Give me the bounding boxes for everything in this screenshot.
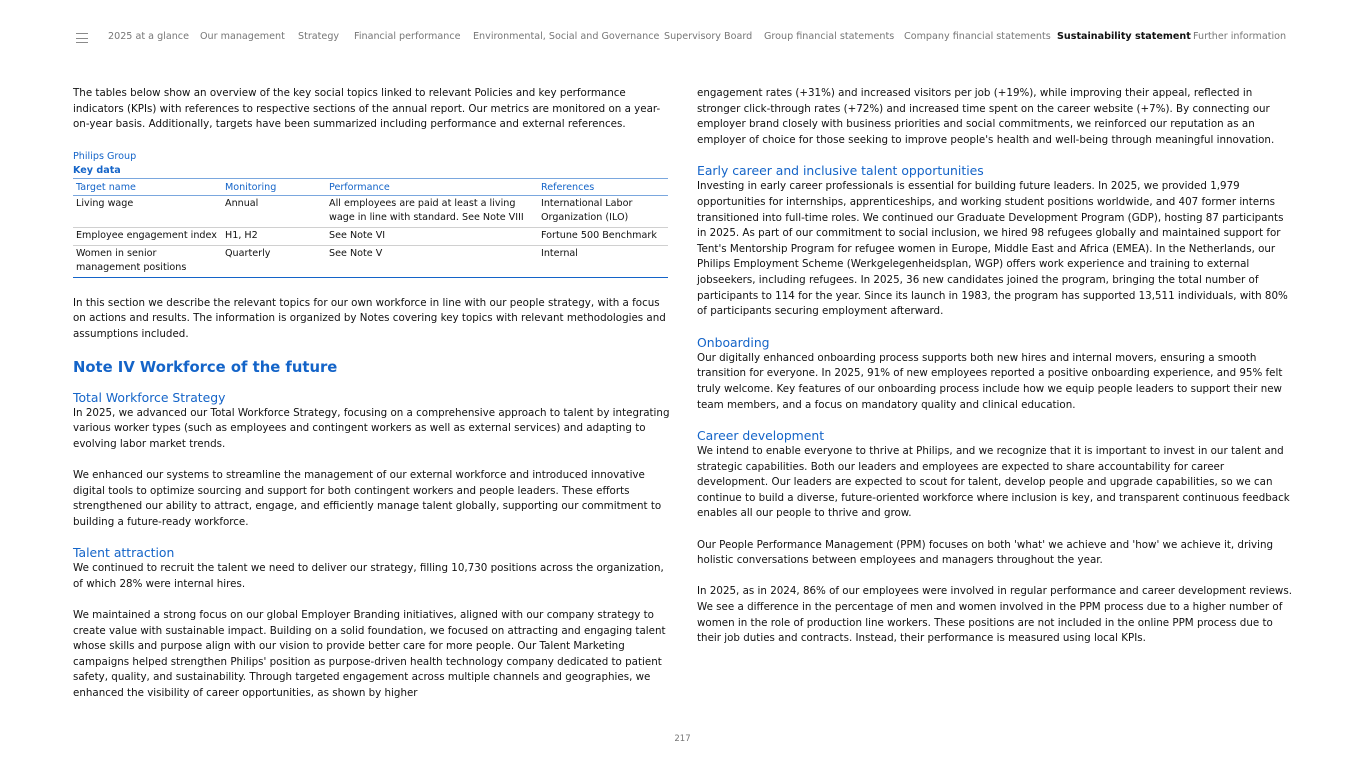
continued-paragraph: engagement rates (+31%) and increased visitors per job (+19%), while improving their appeal, reflected in stronger click-through rates (+72%) and increased time spent on the career website (+7%). By connecting our employer brand closely with business priorities and social commitments, we reinforced our reputation as an employer of choice for those seeking to improve people's health and well-being through meaningful innovation.	[697, 87, 1275, 146]
talent-attraction-paragraph-2: We maintained a strong focus on our global Employer Branding initiatives, aligned with our company strategy to create value with sustainable impact. Building on a solid foundation, we focused on attracting and engaging talent whose skills and purpose align with our vision to provide better care for more people. Our Talent Marketing campaigns helped strengthen Philips' position as purpose-driven health technology company dedicated to patient safety, quality, and sustainability. Through targeted engagement across multiple channels and geographies, we enhanced the visibility of career opportunities, as shown by higher	[73, 609, 666, 700]
table-cell: International Labor Organization (ILO)	[538, 195, 668, 227]
table-cell: Women in senior management positions	[76, 247, 187, 273]
table-row	[73, 227, 668, 245]
nav-item-further-information[interactable]: Further information	[1193, 31, 1287, 42]
section-intro-paragraph: In this section we describe the relevant topics for our own workforce in line with our people strategy, with a focus on actions and results. The information is organized by Notes covering key topics with relevant methodologies and assumptions included.	[73, 296, 666, 340]
table-header-cell: Monitoring	[222, 178, 326, 195]
note-title: Note IV Workforce of the future	[73, 358, 338, 376]
nav-item-strategy[interactable]: Strategy	[298, 31, 340, 42]
table-header-cell: Performance	[326, 178, 538, 195]
table-header-row	[73, 178, 668, 195]
table-cell: Quarterly	[225, 247, 271, 259]
onboarding-heading: Onboarding	[697, 334, 770, 350]
left-column	[73, 86, 671, 702]
table-cell: Internal	[541, 247, 578, 259]
talent-attraction-heading: Talent attraction	[73, 545, 175, 561]
career-development-paragraph-2: Our People Performance Management (PPM) focuses on both 'what' we achieve and 'how' we achieve it, driving holistic conversations between employees and managers throughout the year.	[697, 538, 1274, 567]
table-cell: Fortune 500 Benchmark	[538, 227, 668, 245]
right-column	[697, 86, 1295, 647]
table-header-cell: References	[538, 178, 668, 195]
table-cell: Employee engagement index	[73, 227, 222, 245]
table-row	[73, 195, 668, 227]
nav-item-financial-performance[interactable]: Financial performance	[354, 31, 461, 42]
nav-item-2025-at-a-glance[interactable]: 2025 at a glance	[108, 31, 189, 42]
total-workforce-strategy-heading: Total Workforce Strategy	[73, 389, 226, 405]
early-career-paragraph: Investing in early career professionals is essential for building future leaders. In 2025, we provided 1,979 opportunities for internships, apprenticeships, and working student positions worldwide, and 407 former interns transitioned into full-time roles. We continued our Graduate Development Program (GDP), hosting 87 participants in 2025. As part of our commitment to social inclusion, we hired 98 refugees globally and maintained support for Tent's Mentorship Program for refugee women in Europe, Middle East and Africa (EMEA). In the Netherlands, our Philips Employment Scheme (Werkgelegenheidsplan, WGP) offers work experience and training to external jobseekers, including refugees. In 2025, 36 new candidates joined the program, bringing the total number of participants to 114 for the year. Since its launch in 1983, the program has supported 13,511 individuals, with 80% of participants securing employment afterward.	[697, 180, 1288, 318]
total-workforce-strategy-paragraph-2: We enhanced our systems to streamline the management of our external workforce and introduced innovative digital tools to optimize sourcing and support for both contingent workers and people leaders. These efforts strengthened our ability to attract, engage, and efficiently manage talent globally, supporting our commitment to building a future-ready workforce.	[73, 468, 662, 528]
page-number: 217	[674, 734, 691, 744]
table-row	[73, 245, 668, 277]
table-caption-title: Key data	[73, 164, 121, 176]
talent-attraction-paragraph-1: We continued to recruit the talent we need to deliver our strategy, filling 10,730 positions across the organization, of which 28% were internal hires.	[73, 562, 664, 590]
nav-item-sustainability-statement[interactable]: Sustainability statement	[1057, 31, 1191, 42]
table-caption-group: Philips Group	[73, 150, 137, 162]
table-cell: Living wage	[73, 195, 222, 227]
hamburger-menu-icon[interactable]	[76, 33, 88, 43]
top-navigation	[0, 0, 1365, 74]
career-development-paragraph-3: In 2025, as in 2024, 86% of our employees were involved in regular performance and career development reviews. We see a difference in the percentage of men and women involved in the PPM process due to a higher number of women in the role of production line workers. These positions are not included in the online PPM process due to their job duties and contracts. Instead, their performance is measured using local KPIs.	[697, 585, 1292, 645]
intro-paragraph: The tables below show an overview of the key social topics linked to relevant Policies and key performance indicators (KPIs) with references to respective sections of the annual report. Our metrics are monitored on a year-on-year basis. Additionally, targets have been summarized including performance and external references.	[73, 87, 661, 131]
nav-item-esg[interactable]: Environmental, Social and Governance	[473, 31, 660, 42]
nav-item-supervisory-board[interactable]: Supervisory Board	[664, 31, 753, 42]
onboarding-paragraph: Our digitally enhanced onboarding process supports both new hires and internal movers, ensuring a smooth transition for everyone. In 2025, 91% of new employees reported a positive onboarding experience, and 95% felt truly welcome. Key features of our onboarding process include how we equip people leaders to support their new team members, and a focus on mandatory quality and clinical education.	[697, 351, 1283, 411]
early-career-heading: Early career and inclusive talent opportunities	[697, 163, 984, 179]
table-header-cell: Target name	[73, 178, 222, 195]
table-cell: See Note V	[329, 247, 383, 259]
table-cell: All employees are paid at least a living wage in line with standard. See Note VIII	[326, 195, 538, 227]
career-development-heading: Career development	[697, 428, 825, 444]
nav-item-group-financial-statements[interactable]: Group financial statements	[764, 31, 895, 42]
total-workforce-strategy-paragraph-1: In 2025, we advanced our Total Workforce Strategy, focusing on a comprehensive approach to talent by integrating various worker types (such as employees and contingent workers as well as external services) and adapting to evolving labor market trends.	[73, 406, 670, 450]
nav-item-company-financial-statements[interactable]: Company financial statements	[904, 31, 1051, 42]
nav-item-our-management[interactable]: Our management	[200, 31, 285, 42]
table-cell: Annual	[222, 195, 326, 227]
key-data-table	[73, 178, 668, 278]
table-cell: See Note VI	[326, 227, 538, 245]
career-development-paragraph-1: We intend to enable everyone to thrive at Philips, and we recognize that it is important to invest in our talent and strategic capabilities. Both our leaders and employees are expected to share accountability for career development. Our leaders are expected to scout for talent, develop people and upgrade capabilities, so we can continue to build a diverse, future-oriented workforce where inclusion is key, and transparent continuous feedback enables all our people to thrive and grow.	[697, 445, 1290, 520]
table-cell: H1, H2	[222, 227, 326, 245]
